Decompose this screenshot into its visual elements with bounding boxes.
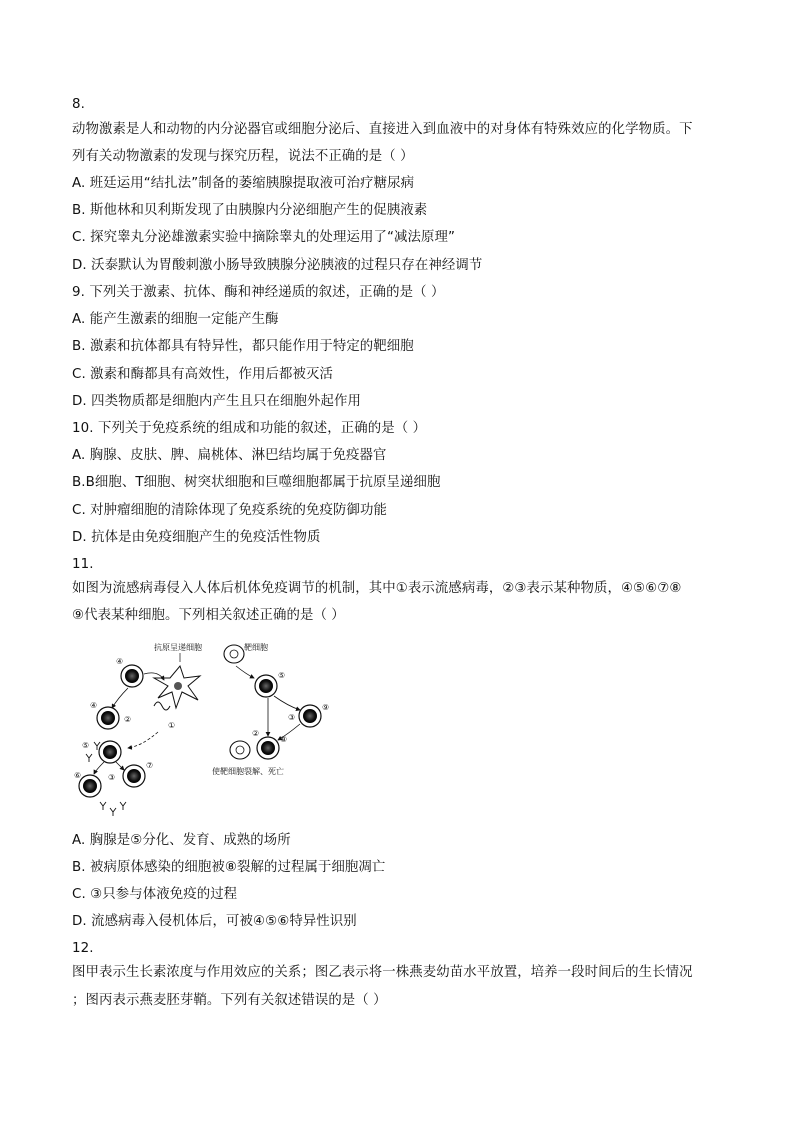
q11-option-a: A. 胸腺是⑤分化、发育、成熟的场所 — [72, 833, 291, 848]
antigen-presenting-cell — [154, 666, 200, 708]
q9-option-d: D. 四类物质都是细胞内产生且只在细胞外起作用 — [72, 394, 361, 409]
label-4-mid: ④ — [90, 701, 98, 710]
q8-option-c: C. 探究睾丸分泌雄激素实验中摘除睾丸的处理运用了“减法原理” — [72, 230, 455, 245]
label-5-right: ⑤ — [278, 671, 286, 680]
q10-option-b: B.B细胞、T细胞、树突状细胞和巨噬细胞都属于抗原呈递细胞 — [72, 475, 441, 490]
q8-option-a: A. 班廷运用“结扎法”制备的萎缩胰腺提取液可治疗糖尿病 — [72, 176, 415, 191]
q10-option-d: D. 抗体是由免疫细胞产生的免疫活性物质 — [72, 530, 321, 545]
cell-4-mid — [97, 707, 119, 729]
label-2-right: ② — [252, 729, 260, 738]
target-cell-bottom — [230, 741, 250, 759]
q9-stem: 9. 下列关于激素、抗体、酶和神经递质的叙述，正确的是（ ） — [72, 285, 445, 300]
q11-stem-line2: ⑨代表某种细胞。下列相关叙述正确的是（ ） — [72, 608, 345, 623]
label-8: ⑧ — [280, 735, 288, 744]
cell-4-top — [121, 665, 143, 687]
label-1: ① — [168, 721, 176, 730]
cell-6 — [79, 775, 101, 797]
target-cell-top — [224, 645, 244, 663]
q9-option-a: A. 能产生激素的细胞一定能产生酶 — [72, 312, 279, 327]
q8-option-d: D. 沃泰默认为胃酸刺激小肠导致胰腺分泌胰液的过程只存在神经调节 — [72, 258, 483, 273]
arrow-5-to-9 — [274, 696, 300, 710]
q8-option-b: B. 斯他林和贝利斯发现了由胰腺内分泌细胞产生的促胰液素 — [72, 203, 428, 218]
q8-number: 8. — [72, 97, 85, 112]
virus-particles — [154, 702, 170, 710]
arrow-virus-to-5 — [128, 732, 158, 748]
q11-stem-line1: 如图为流感病毒侵入人体后机体免疫调节的机制，其中①表示流感病毒，②③表示某种物质，④⑤⑥⑦⑧ — [72, 581, 682, 596]
q11-option-b: B. 被病原体感染的细胞被⑧裂解的过程属于细胞凋亡 — [72, 860, 386, 875]
cell-5-right — [255, 675, 277, 697]
q9-option-b: B. 激素和抗体都具有特异性，都只能作用于特定的靶细胞 — [72, 339, 414, 354]
q12-stem-line1: 图甲表示生长素浓度与作用效应的关系；图乙表示将一株燕麦幼苗水平放置，培养一段时间后的生长情况 — [72, 965, 693, 980]
label-6: ⑥ — [74, 771, 82, 780]
label-3-left: ③ — [108, 773, 116, 782]
cell-8 — [257, 737, 279, 759]
q11-number: 11. — [72, 557, 94, 572]
q9-option-c: C. 激素和酶都具有高效性，作用后都被灭活 — [72, 367, 333, 382]
cell-7 — [123, 765, 145, 787]
q10-option-a: A. 胸腺、皮肤、脾、扁桃体、淋巴结均属于免疫器官 — [72, 448, 387, 463]
secreted-antibodies — [100, 802, 126, 816]
label-9: ⑨ — [322, 703, 330, 712]
q12-stem-line2: ；图丙表示燕麦胚芽鞘。下列有关叙述错误的是（ ） — [72, 993, 387, 1008]
label-5-left: ⑤ — [82, 741, 90, 750]
arrow-target-to-5 — [236, 666, 254, 678]
arrow-5-to-7 — [116, 762, 124, 770]
immune-mechanism-diagram — [72, 636, 372, 826]
label-apc: 抗原呈递细胞 — [154, 643, 202, 652]
q11-option-d: D. 流感病毒入侵机体后，可被④⑤⑥特异性识别 — [72, 914, 357, 929]
q12-number: 12. — [72, 941, 94, 956]
antibody-icon — [86, 754, 92, 762]
cell-5 — [99, 741, 121, 763]
cell-9 — [299, 705, 321, 727]
q8-stem-line1: 动物激素是人和动物的内分泌器官或细胞分泌后、直接进入到血液中的对身体有特殊效应的化学物质。下 — [72, 122, 693, 137]
label-2-left: ② — [124, 715, 132, 724]
q8-stem-line2: 列有关动物激素的发现与探究历程，说法不正确的是（ ） — [72, 149, 414, 164]
label-3-right: ③ — [288, 713, 296, 722]
label-7: ⑦ — [146, 761, 154, 770]
label-lysis: 使靶细胞裂解、死亡 — [212, 767, 284, 776]
arrow-5-to-6 — [94, 762, 104, 774]
q11-option-c: C. ③只参与体液免疫的过程 — [72, 887, 238, 902]
label-4-top: ④ — [116, 657, 124, 666]
q10-option-c: C. 对肿瘤细胞的清除体现了免疫系统的免疫防御功能 — [72, 503, 387, 518]
label-target-cell: 靶细胞 — [244, 643, 268, 652]
arrow-4-down — [112, 688, 128, 708]
q10-stem: 10. 下列关于免疫系统的组成和功能的叙述，正确的是（ ） — [72, 421, 427, 436]
